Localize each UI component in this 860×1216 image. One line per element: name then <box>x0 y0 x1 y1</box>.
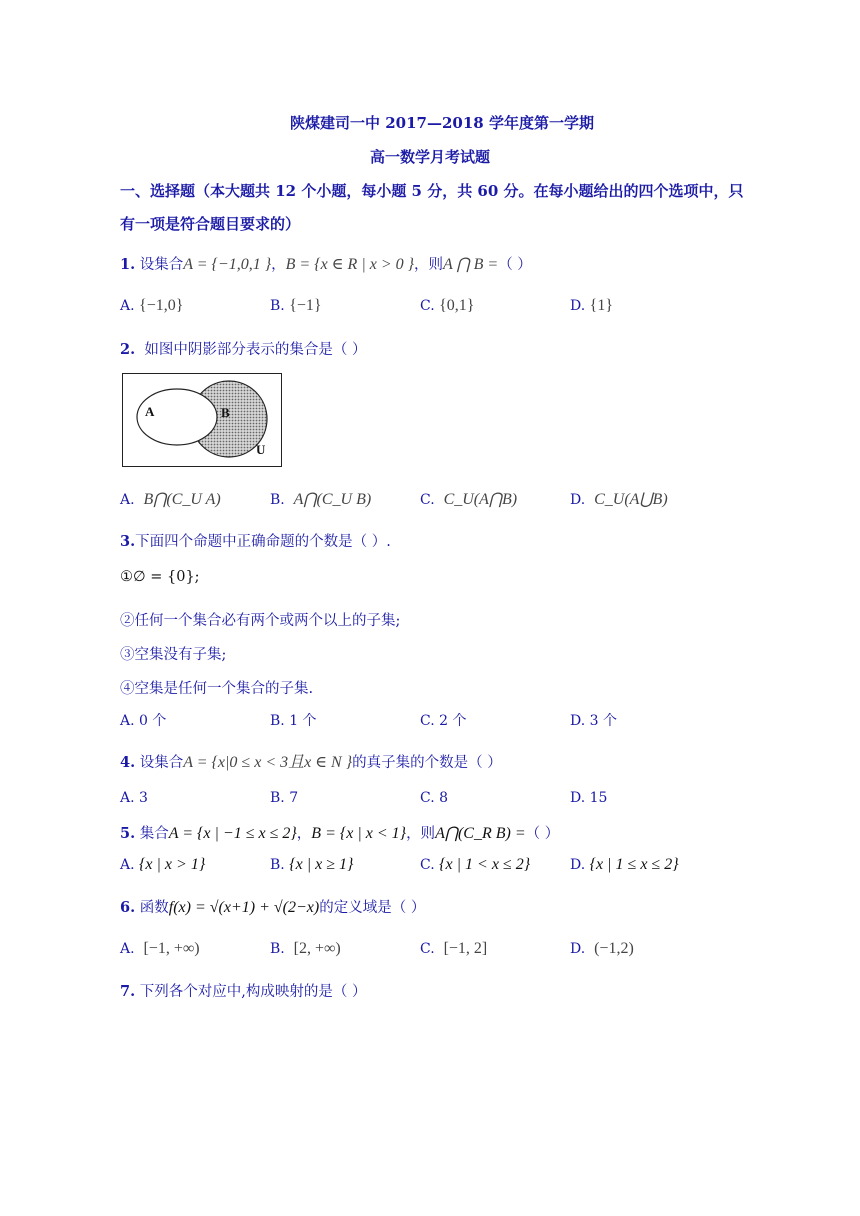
option-c: C. [−1, 2] <box>420 940 488 957</box>
label-u: U <box>256 442 266 457</box>
option-b: B. {−1} <box>270 297 322 314</box>
option-c: C. {0,1} <box>420 297 475 314</box>
option-b: B. 1 个 <box>270 713 317 729</box>
math-expression: B = {x ∈ R | x > 0 } <box>285 256 415 273</box>
question-text: 下列各个对应中,构成映射的是（ ） <box>139 984 367 1000</box>
option-b: B. [2, +∞) <box>270 940 341 957</box>
question-6: 6. 函数f(x) = √(x+1) + √(2−x)的定义域是（ ） <box>120 899 426 916</box>
option-b: B. {x | x ≥ 1} <box>270 856 354 873</box>
section-heading-line2: 有一项是符合题目要求的） <box>120 215 301 233</box>
venn-diagram <box>122 373 282 467</box>
question-text: 集合 <box>139 826 169 842</box>
question-4: 4. 设集合A = {x|0 ≤ x < 3且x ∈ N }的真子集的个数是（ ） <box>120 754 502 771</box>
math-expression: A = {x | −1 ≤ x ≤ 2} <box>168 825 297 842</box>
option-b: B. 7 <box>270 790 299 806</box>
option-d: D. {1} <box>570 297 613 314</box>
statement-1: ①∅ = {0}; <box>120 569 200 585</box>
statement-4: ④空集是任何一个集合的子集. <box>120 681 314 697</box>
question-number: 1. <box>120 256 136 273</box>
option-a: A. {x | x > 1} <box>120 856 206 873</box>
section-heading-line1: 一、选择题（本大题共 12 个小题，每小题 5 分，共 60 分。在每小题给出的四个选项中，只 <box>120 182 744 200</box>
question-number: 4. <box>120 754 136 771</box>
question-7 <box>120 980 366 1001</box>
question-text: 设集合 <box>139 257 184 273</box>
option-d: D. 15 <box>570 790 608 806</box>
math-expression: f(x) = √(x+1) + √(2−x) <box>168 899 320 916</box>
option-a: A. {−1,0} <box>120 297 184 314</box>
question-number: 2. <box>120 341 136 358</box>
option-d: D. C_U(A⋃B) <box>570 491 668 508</box>
school-line: 陕煤建司一中 2017—2018 学年度第一学期 <box>290 114 594 132</box>
question-number: 6. <box>120 899 136 916</box>
option-c: C. C_U(A⋂B) <box>420 491 518 508</box>
option-a: A. B⋂(C_U A) <box>120 491 221 508</box>
question-2 <box>120 338 366 359</box>
math-expression: A ⋂ B = <box>443 256 499 273</box>
option-a: A. [−1, +∞) <box>120 940 200 957</box>
question-number: 7. <box>120 983 136 1000</box>
question-text: 下面四个命题中正确命题的个数是（ ）. <box>135 534 391 550</box>
math-expression: A = {−1,0,1 } <box>183 256 272 273</box>
question-3 <box>120 530 391 551</box>
option-b: B. A⋂(C_U B) <box>270 491 372 508</box>
venn-svg <box>123 374 281 466</box>
exam-title: 高一数学月考试题 <box>370 148 491 166</box>
option-d: D. (−1,2) <box>570 940 634 957</box>
question-text: 函数 <box>139 900 169 916</box>
statement-3: ③空集没有子集; <box>120 647 227 663</box>
option-d: D. {x | 1 ≤ x ≤ 2} <box>570 856 679 873</box>
math-expression: B = {x | x < 1} <box>311 825 407 842</box>
question-5: 5. 集合A = {x | −1 ≤ x ≤ 2}，B = {x | x < 1}，则A⋂(C_R B) =（ ） <box>120 825 560 842</box>
option-a: A. 0 个 <box>120 713 167 729</box>
question-number: 3. <box>120 533 136 550</box>
question-1: 1. 设集合A = {−1,0,1 }，B = {x ∈ R | x > 0 }，则A ⋂ B =（ ） <box>120 256 532 273</box>
math-expression: A = {x|0 ≤ x < 3且x ∈ N } <box>183 754 353 771</box>
option-c: C. 2 个 <box>420 713 467 729</box>
math-expression: A⋂(C_R B) = <box>435 825 526 842</box>
option-d: D. 3 个 <box>570 713 617 729</box>
question-number: 5. <box>120 825 136 842</box>
label-b: B <box>221 405 230 420</box>
option-a: A. 3 <box>120 790 148 806</box>
option-c: C. {x | 1 < x ≤ 2} <box>420 856 531 873</box>
question-text: 设集合 <box>139 755 184 771</box>
label-a: A <box>145 404 155 419</box>
option-c: C. 8 <box>420 790 449 806</box>
question-text: 如图中阴影部分表示的集合是（ ） <box>144 342 367 358</box>
statement-2: ②任何一个集合必有两个或两个以上的子集; <box>120 613 401 629</box>
